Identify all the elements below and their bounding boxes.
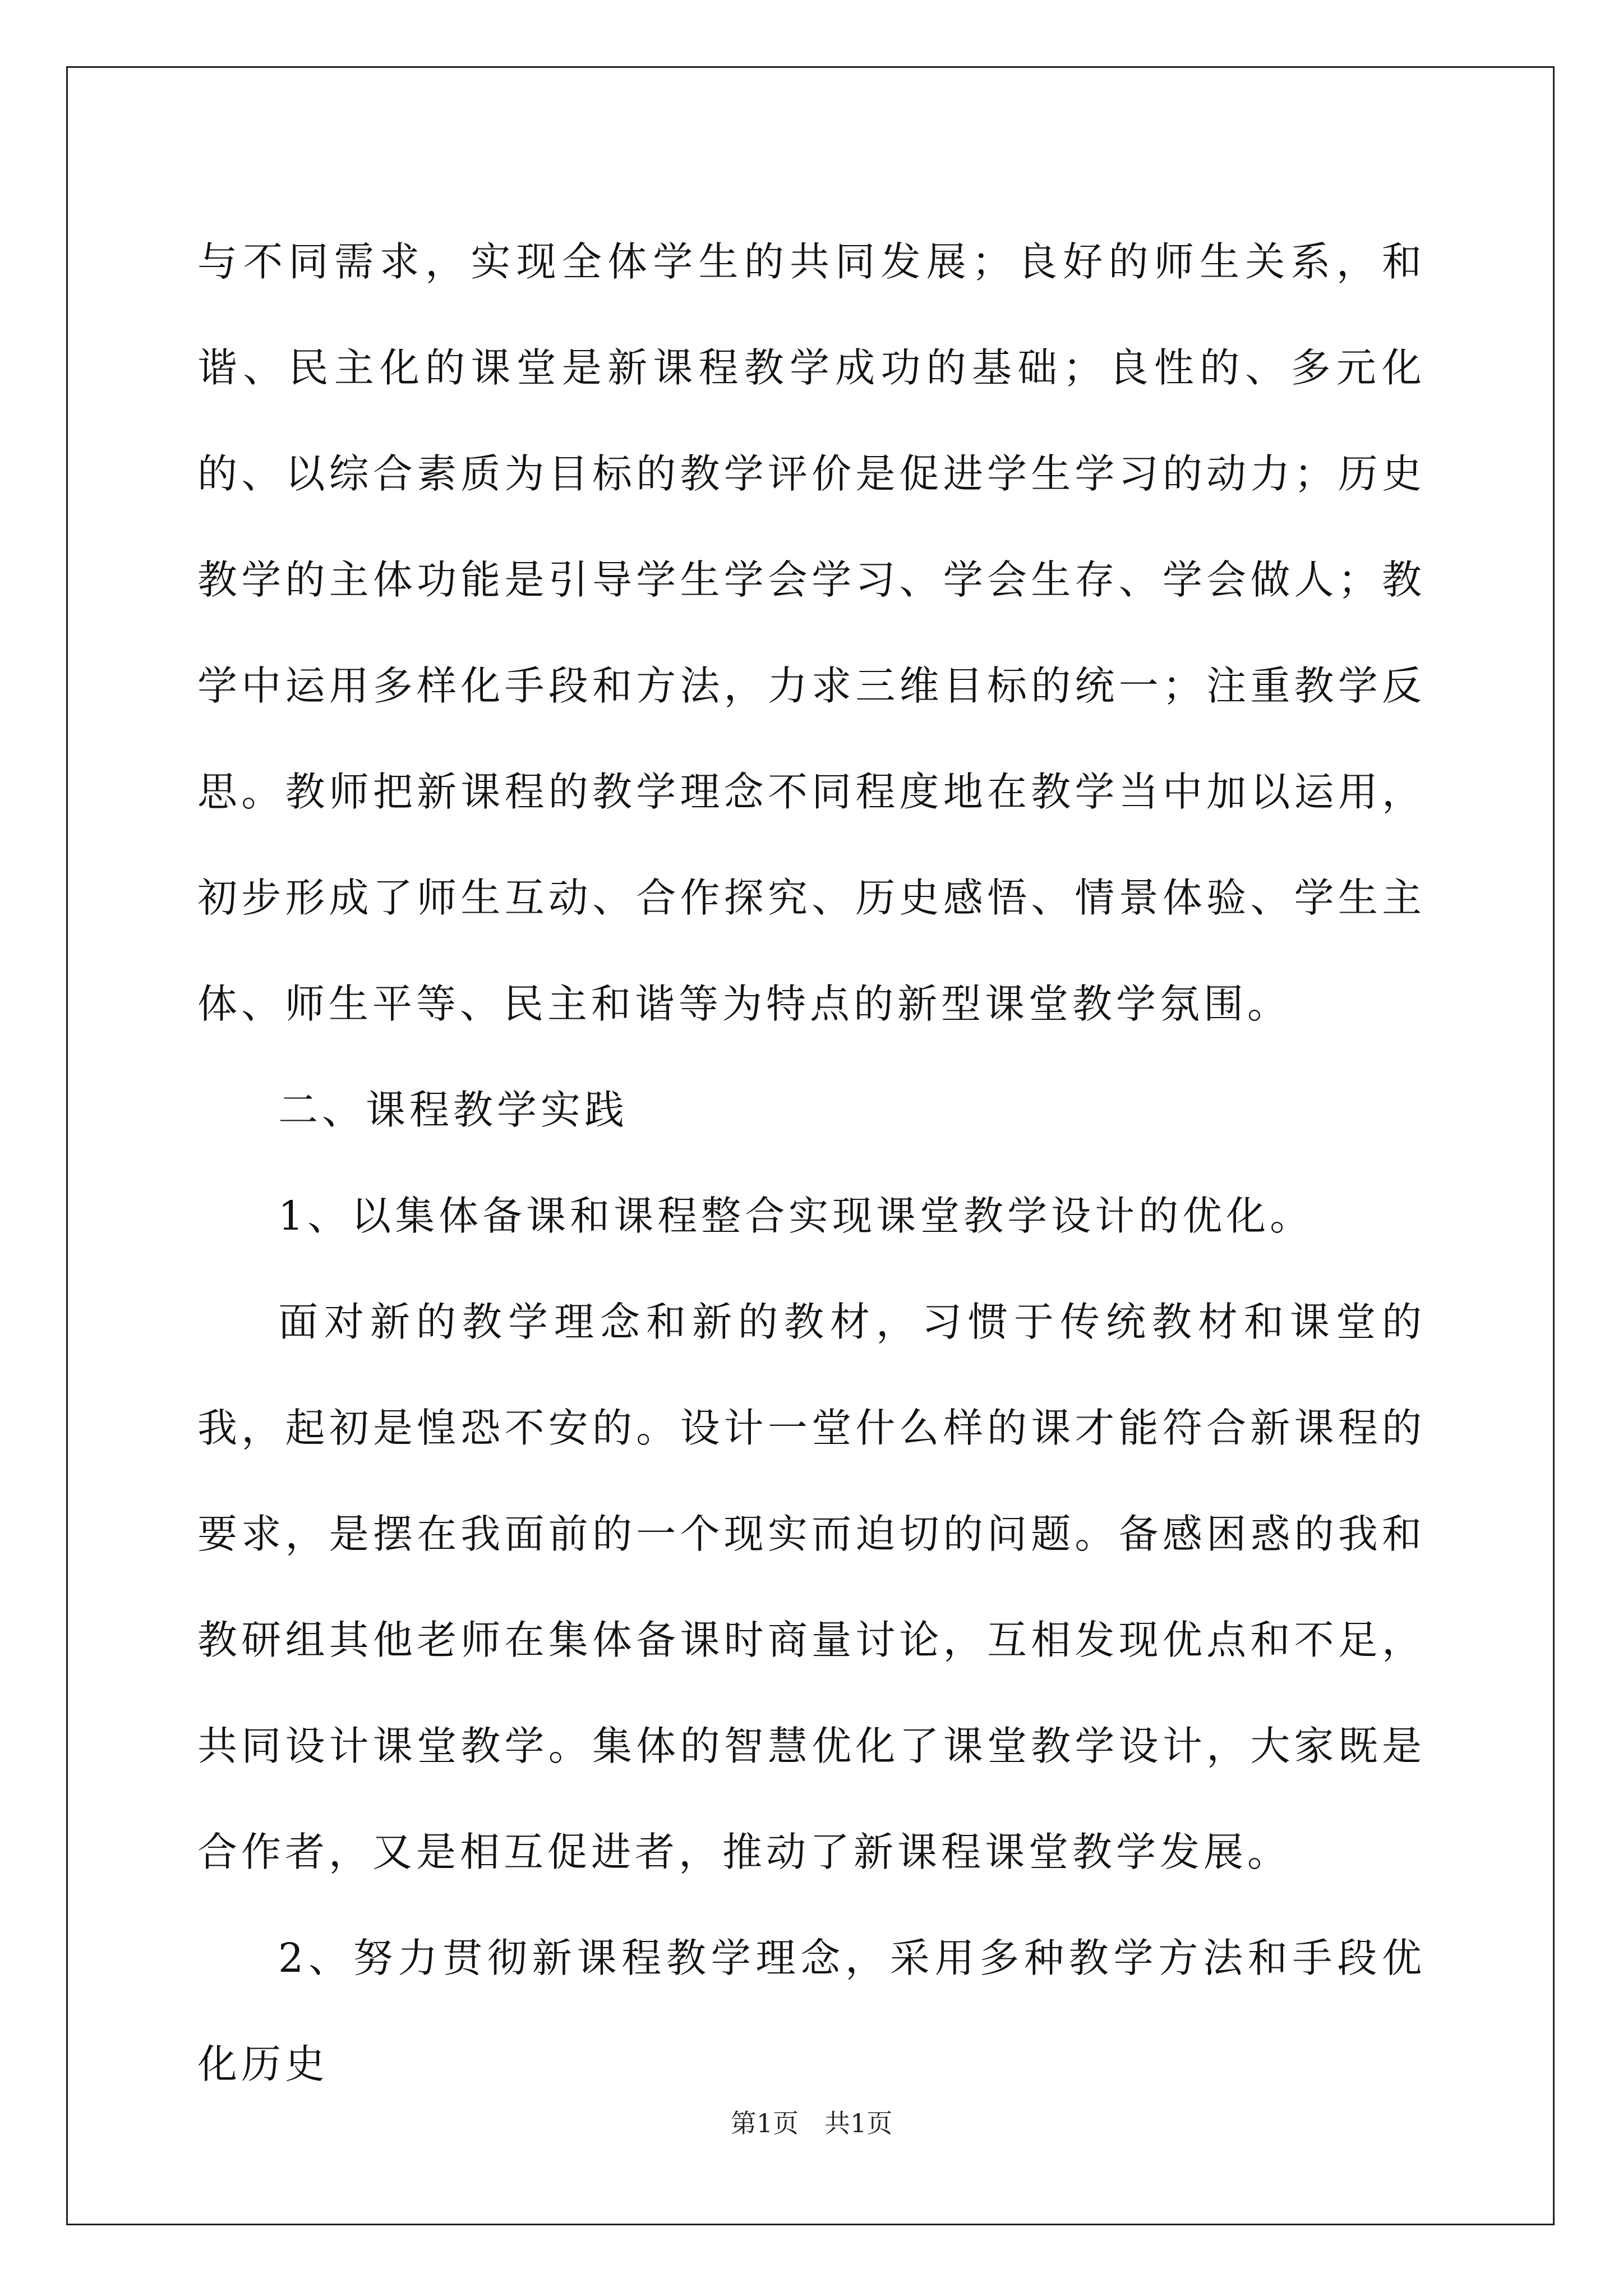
document-body [197, 209, 1426, 2117]
section-heading: 二、课程教学实践 [278, 1087, 629, 1133]
paragraph-1: 与不同需求，实现全体学生的共同发展；良好的师生关系，和谐、民主化的课堂是新课程教学成功的基础；良性的、多元化的、以综合素质为目标的教学评价是促进学生学习的动力；历史教学的主体功能是引导学生学会学习、学会生存、学会做人；教学中运用多样化手段和方法，力求三维目标的统一；注重教学反思。教师把新课程的教学理念不同程度地在教学当中加以运用，初步形成了师生互动、合作探究、历史感悟、情景体验、学生主体、师生平等、民主和谐等为特点的新型课堂教学氛围。 [197, 238, 1426, 1027]
page-total: 共1页 [824, 2108, 893, 2138]
subheading-2: 2、努力贯彻新课程教学理念，采用多种教学方法和手段优化历史 [197, 1935, 1426, 2087]
page-footer [0, 2106, 1623, 2140]
paragraph-2: 面对新的教学理念和新的教材，习惯于传统教材和课堂的我，起初是惶恐不安的。设计一堂什么样的课才能符合新课程的要求，是摆在我面前的一个现实而迫切的问题。备感困惑的我和教研组其他老师在集体备课时商量讨论，互相发现优点和不足，共同设计课堂教学。集体的智慧优化了课堂教学设计，大家既是合作者，又是相互促进者，推动了新课程课堂教学发展。 [197, 1299, 1426, 1875]
page-number: 第1页 [730, 2108, 799, 2138]
subheading-1: 1、以集体备课和课程整合实现课堂教学设计的优化。 [278, 1193, 1314, 1239]
